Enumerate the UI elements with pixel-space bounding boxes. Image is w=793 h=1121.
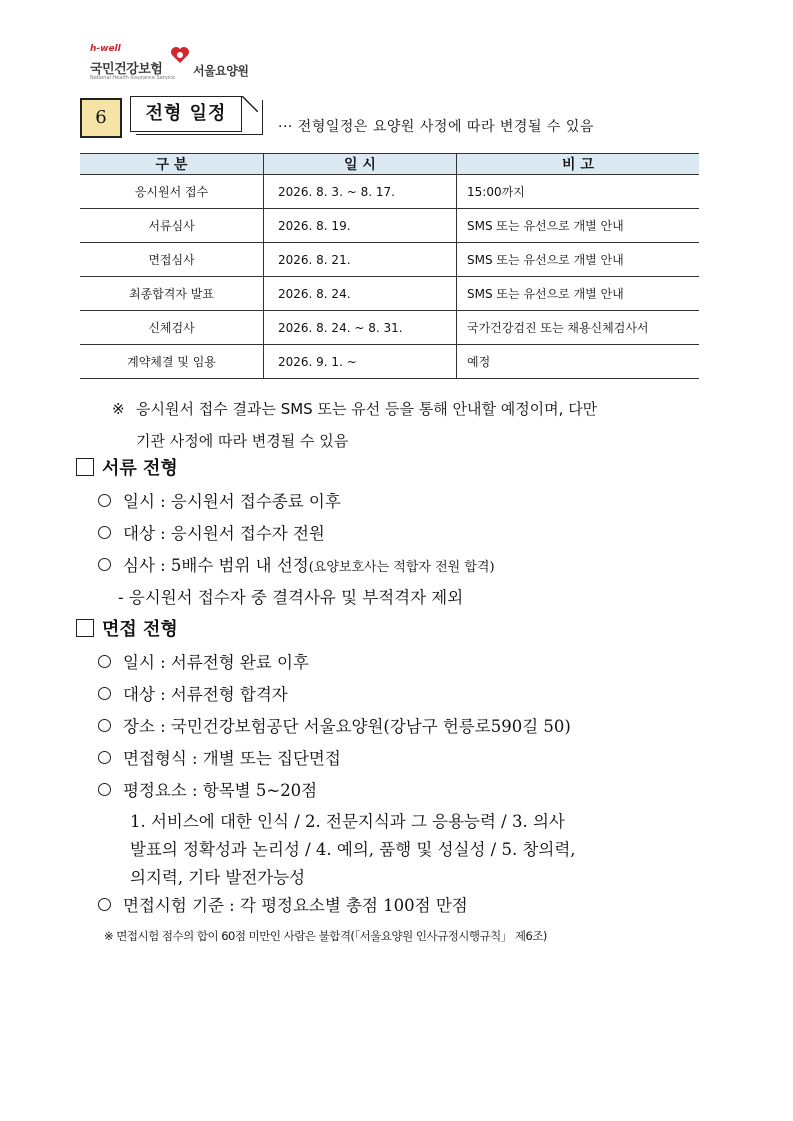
row-note: 예정: [457, 345, 700, 379]
row-date: 2026. 8. 19.: [264, 209, 457, 243]
circle-bullet-icon: [98, 655, 111, 668]
logo-brand-name: 국민건강보험: [90, 62, 163, 77]
row-stage: 응시원서 접수: [80, 175, 264, 209]
logo-english-name: National Health Insurance Service: [90, 75, 176, 81]
heart-logo-icon: [170, 46, 190, 64]
evaluation-factors: [130, 808, 730, 892]
folded-corner-icon: [242, 96, 258, 112]
list-item: 면접형식 : 개별 또는 집단면접: [98, 745, 341, 769]
row-date: 2026. 8. 24. ~ 8. 31.: [264, 311, 457, 345]
list-item: 평정요소 : 항목별 5~20점: [98, 777, 317, 801]
circle-bullet-icon: [98, 898, 111, 911]
list-item: 장소 : 국민건강보험공단 서울요양원(강남구 헌릉로590길 50): [98, 713, 571, 737]
row-stage: 최종합격자 발표: [80, 277, 264, 311]
row-stage: 면접심사: [80, 243, 264, 277]
checkbox-square-icon: [76, 458, 94, 476]
row-note: SMS 또는 유선으로 개별 안내: [457, 243, 700, 277]
header-stage: 구 분: [80, 154, 264, 175]
reference-mark: ※: [112, 400, 125, 418]
logo-branch-name: 서울요양원: [193, 64, 249, 78]
row-date: 2026. 8. 24.: [264, 277, 457, 311]
circle-bullet-icon: [98, 494, 111, 507]
row-note: 국가건강검진 또는 채용신체검사서: [457, 311, 700, 345]
review-exception: (요양보호사는 적합자 전원 합격): [308, 560, 495, 575]
circle-bullet-icon: [98, 526, 111, 539]
section-title: 전형 일정: [130, 96, 242, 132]
evaluation-line: 발표의 정확성과 논리성 / 4. 예의, 품행 및 성실성 / 5. 창의력,: [130, 840, 576, 859]
table-row: [80, 311, 699, 345]
row-note: 15:00까지: [457, 175, 700, 209]
table-row: [80, 209, 699, 243]
interview-footnote: ※ 면접시험 점수의 합이 60점 미만인 사람은 불합격(「서울요양원 인사규정시행규칙」 제6조): [104, 929, 547, 943]
row-stage: 서류심사: [80, 209, 264, 243]
schedule-note: [112, 393, 722, 457]
checkbox-square-icon: [76, 619, 94, 637]
list-item: 대상 : 서류전형 합격자: [98, 681, 288, 705]
row-note: SMS 또는 유선으로 개별 안내: [457, 209, 700, 243]
organization-logo: [90, 44, 270, 86]
table-row: [80, 243, 699, 277]
section-title-box: [130, 96, 266, 134]
interview-heading: 면접 전형: [76, 615, 178, 641]
row-date: 2026. 8. 3. ~ 8. 17.: [264, 175, 457, 209]
logo-tagline: h-well: [90, 44, 121, 54]
list-item: 일시 : 서류전형 완료 이후: [98, 649, 309, 673]
row-stage: 신체검사: [80, 311, 264, 345]
circle-bullet-icon: [98, 687, 111, 700]
list-item: 면접시험 기준 : 각 평정요소별 총점 100점 만점: [98, 892, 468, 916]
circle-bullet-icon: [98, 751, 111, 764]
table-row: [80, 175, 699, 209]
section-number: 6: [80, 98, 122, 138]
header-note: 비 고: [457, 154, 700, 175]
evaluation-line: 1. 서비스에 대한 인식 / 2. 전문지식과 그 응용능력 / 3. 의사: [130, 812, 565, 831]
row-date: 2026. 9. 1. ~: [264, 345, 457, 379]
list-item: 심사 : 5배수 범위 내 선정(요양보호사는 적합자 전원 합격): [98, 552, 495, 576]
circle-bullet-icon: [98, 558, 111, 571]
section-note: ··· 전형일정은 요양원 사정에 따라 변경될 수 있음: [278, 119, 594, 135]
schedule-note-line-2: 기관 사정에 따라 변경될 수 있음: [136, 432, 349, 450]
list-item: 일시 : 응시원서 접수종료 이후: [98, 488, 341, 512]
table-header-row: [80, 154, 699, 175]
row-date: 2026. 8. 21.: [264, 243, 457, 277]
document-screening-heading: 서류 전형: [76, 454, 178, 480]
circle-bullet-icon: [98, 719, 111, 732]
table-row: [80, 277, 699, 311]
evaluation-line: 의지력, 기타 발전가능성: [130, 868, 306, 887]
circle-bullet-icon: [98, 783, 111, 796]
sub-list-item: - 응시원서 접수자 중 결격사유 및 부적격자 제외: [118, 588, 464, 607]
schedule-note-line-1: ※ 응시원서 접수 결과는 SMS 또는 유선 등을 통해 안내할 예정이며, 다만: [112, 393, 722, 425]
list-item: 대상 : 응시원서 접수자 전원: [98, 520, 325, 544]
row-stage: 계약체결 및 임용: [80, 345, 264, 379]
row-note: SMS 또는 유선으로 개별 안내: [457, 277, 700, 311]
table-row: [80, 345, 699, 379]
header-date: 일 시: [264, 154, 457, 175]
schedule-table: [80, 153, 699, 379]
